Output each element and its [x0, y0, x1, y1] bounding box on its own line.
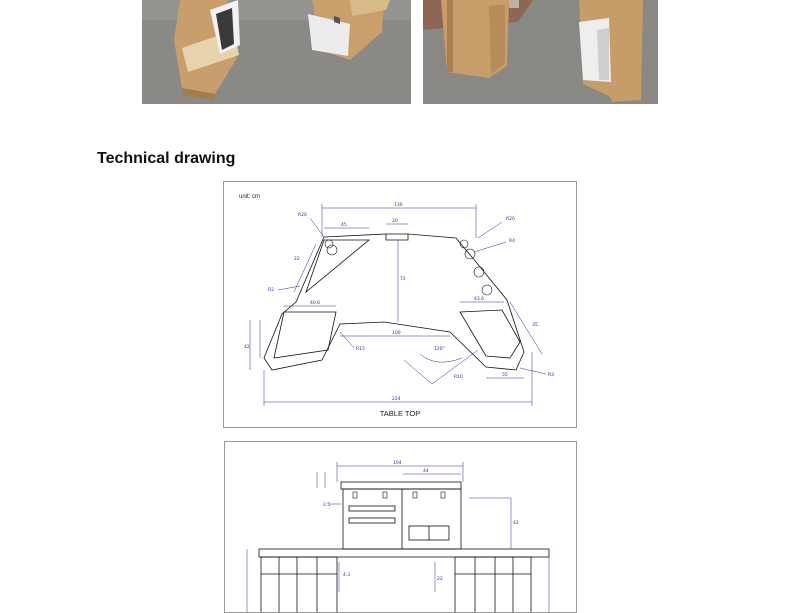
- dim-55: 55: [502, 373, 508, 378]
- photo-cardboard-table-legs-right: [423, 0, 658, 104]
- dim-42: 42: [513, 521, 519, 526]
- dim-45: 45: [341, 223, 347, 228]
- dim-224: 224: [392, 397, 401, 402]
- table-top-diagram: [224, 182, 576, 427]
- dim-130: 130: [394, 203, 403, 208]
- drawing-caption: TABLE TOP: [379, 409, 421, 418]
- dim-40-6: 40.6: [310, 301, 321, 306]
- table-front-drawing: [224, 441, 577, 613]
- dim-20: 20: [392, 219, 398, 224]
- photo-cardboard-table-legs-left: [142, 0, 411, 104]
- dim-72: 72: [400, 277, 406, 282]
- dim-r10: R10: [454, 375, 463, 380]
- dim-120-deg: 120°: [434, 347, 445, 352]
- table-top-drawing: [223, 181, 577, 428]
- dim-22: 22: [294, 257, 300, 262]
- dim-2-5: 2.5: [323, 503, 331, 508]
- dim-4-3: 4.3: [343, 573, 351, 578]
- dim-r2: R2: [268, 288, 274, 293]
- section-heading: Technical drawing: [97, 150, 236, 167]
- dim-22: 22: [437, 577, 443, 582]
- dim-100: 100: [392, 331, 401, 336]
- dim-r3: R3: [548, 373, 554, 378]
- dim-35: 35: [532, 323, 538, 328]
- dim-r15: R15: [356, 347, 365, 352]
- dim-r20-left: R20: [298, 213, 307, 218]
- unit-label: unit: cm: [239, 194, 261, 200]
- dim-104: 104: [393, 461, 402, 466]
- dim-42: 42: [244, 345, 250, 350]
- table-front-diagram: [225, 442, 576, 612]
- dim-r4: R4: [509, 239, 515, 244]
- dim-43-6: 43.6: [474, 297, 485, 302]
- dim-44: 44: [423, 469, 429, 474]
- dim-r20-right: R20: [506, 217, 515, 222]
